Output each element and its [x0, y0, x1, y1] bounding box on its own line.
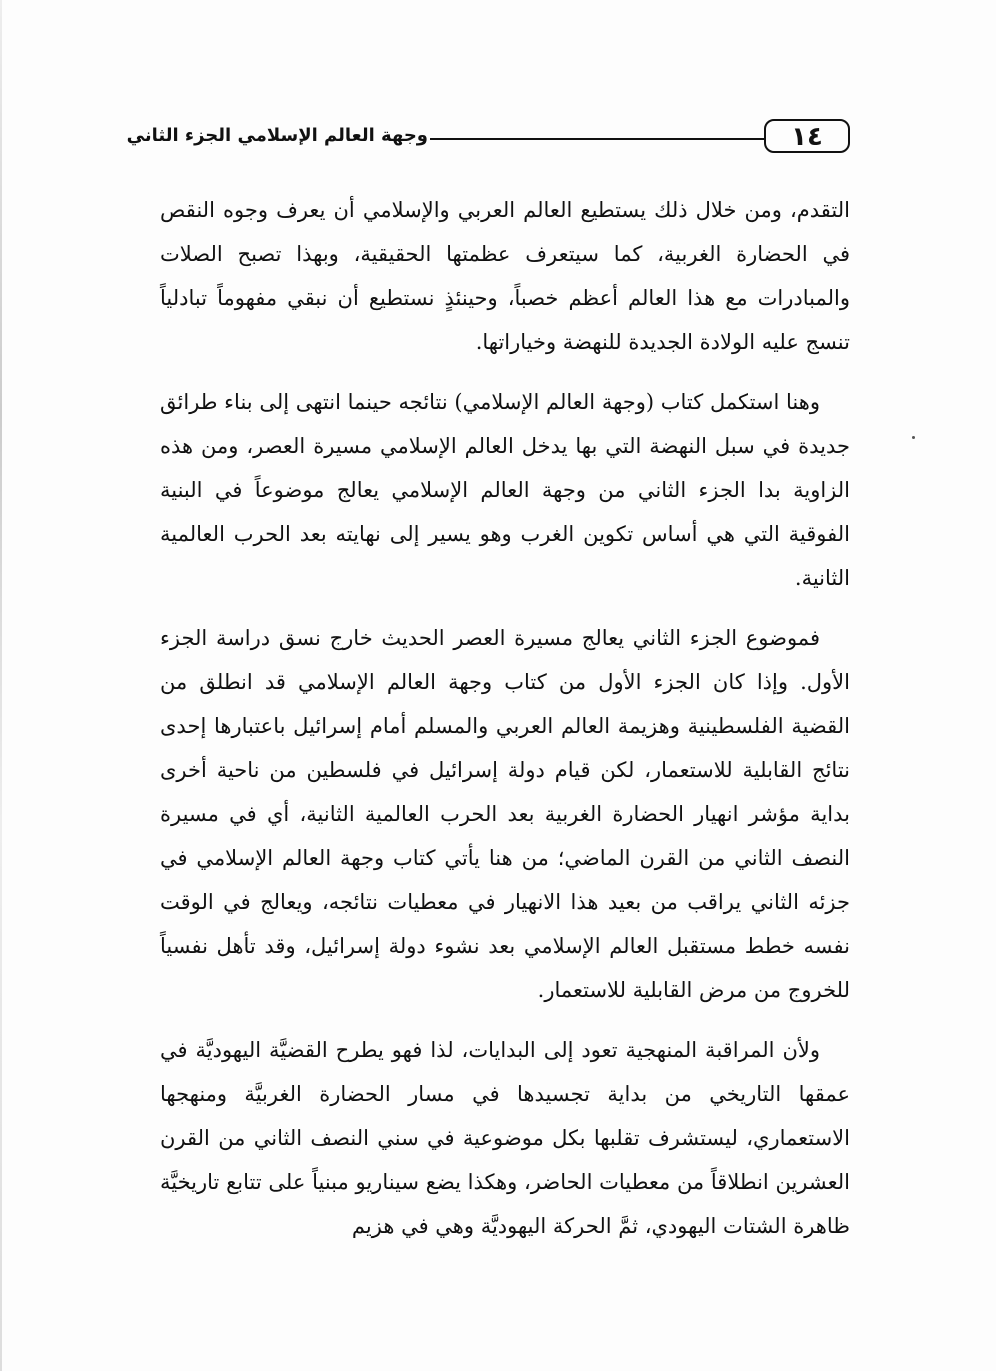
body-text [160, 188, 850, 1264]
running-title: وجهة العالم الإسلامي الجزء الثاني [126, 125, 428, 146]
paragraph-4: ولأن المراقبة المنهجية تعود إلى البدايات، لذا فهو يطرح القضيَّة اليهوديَّة في عمقها التاريخي من بداية تجسيدها في مسار الحضارة الغربيَّة ومنهجها الاستعماري، ليستشرف تقلبها بكل موضوعية في سني النصف الثاني من القرن العشرين انطلاقاً من معطيات الحاضر، وهكذا يضع سيناريو مبنياً على تتابع تاريخيَّة ظاهرة الشتات اليهودي، ثمَّ الحركة اليهوديَّة وهي في هزيم [160, 1038, 850, 1238]
scan-speck [912, 436, 915, 439]
paragraph-2: وهنا استكمل كتاب (وجهة العالم الإسلامي) نتائجه حينما انتهى إلى بناء طرائق جديدة في سبل النهضة التي بها يدخل العالم الإسلامي مسيرة العصر، ومن هذه الزاوية بدا الجزء الثاني من وجهة العالم الإسلامي يعالج موضوعاً في البنية الفوقية التي هي أساس تكوين الغرب وهو يسير إلى نهايته بعد الحرب العالمية الثانية. [160, 390, 850, 590]
page-number: ١٤ [764, 119, 850, 153]
paragraph-1: التقدم، ومن خلال ذلك يستطيع العالم العربي والإسلامي أن يعرف وجوه النقص في الحضارة الغربية، كما سيتعرف عظمتها الحقيقية، وبهذا تصبح الصلات والمبادرات مع هذا العالم أعظم خصباً، وحينئذٍ نستطيع أن نبقي مفهوماً تبادلياً تنسج عليه الولادة الجديدة للنهضة وخياراتها. [160, 198, 850, 354]
scan-edge-shadow [0, 0, 2, 1371]
header-rule [430, 138, 764, 140]
page-header [126, 115, 850, 159]
paragraph-3: فموضوع الجزء الثاني يعالج مسيرة العصر الحديث خارج نسق دراسة الجزء الأول. وإذا كان الجزء الأول من كتاب وجهة العالم الإسلامي قد انطلق من القضية الفلسطينية وهزيمة العالم العربي والمسلم أمام إسرائيل باعتبارها إحدى نتائج القابلية للاستعمار، لكن قيام دولة إسرائيل في فلسطين من ناحية أخرى بداية مؤشر انهيار الحضارة الغربية بعد الحرب العالمية الثانية، أي في مسيرة النصف الثاني من القرن الماضي؛ من هنا يأتي كتاب وجهة العالم الإسلامي في جزئه الثاني يراقب من بعيد هذا الانهيار في معطيات نتائجه، ويعالج في الوقت نفسه خطط مستقبل العالم الإسلامي بعد نشوء دولة إسرائيل، وقد تأهل نفسياً للخروج من مرض القابلية للاستعمار. [160, 626, 850, 1002]
